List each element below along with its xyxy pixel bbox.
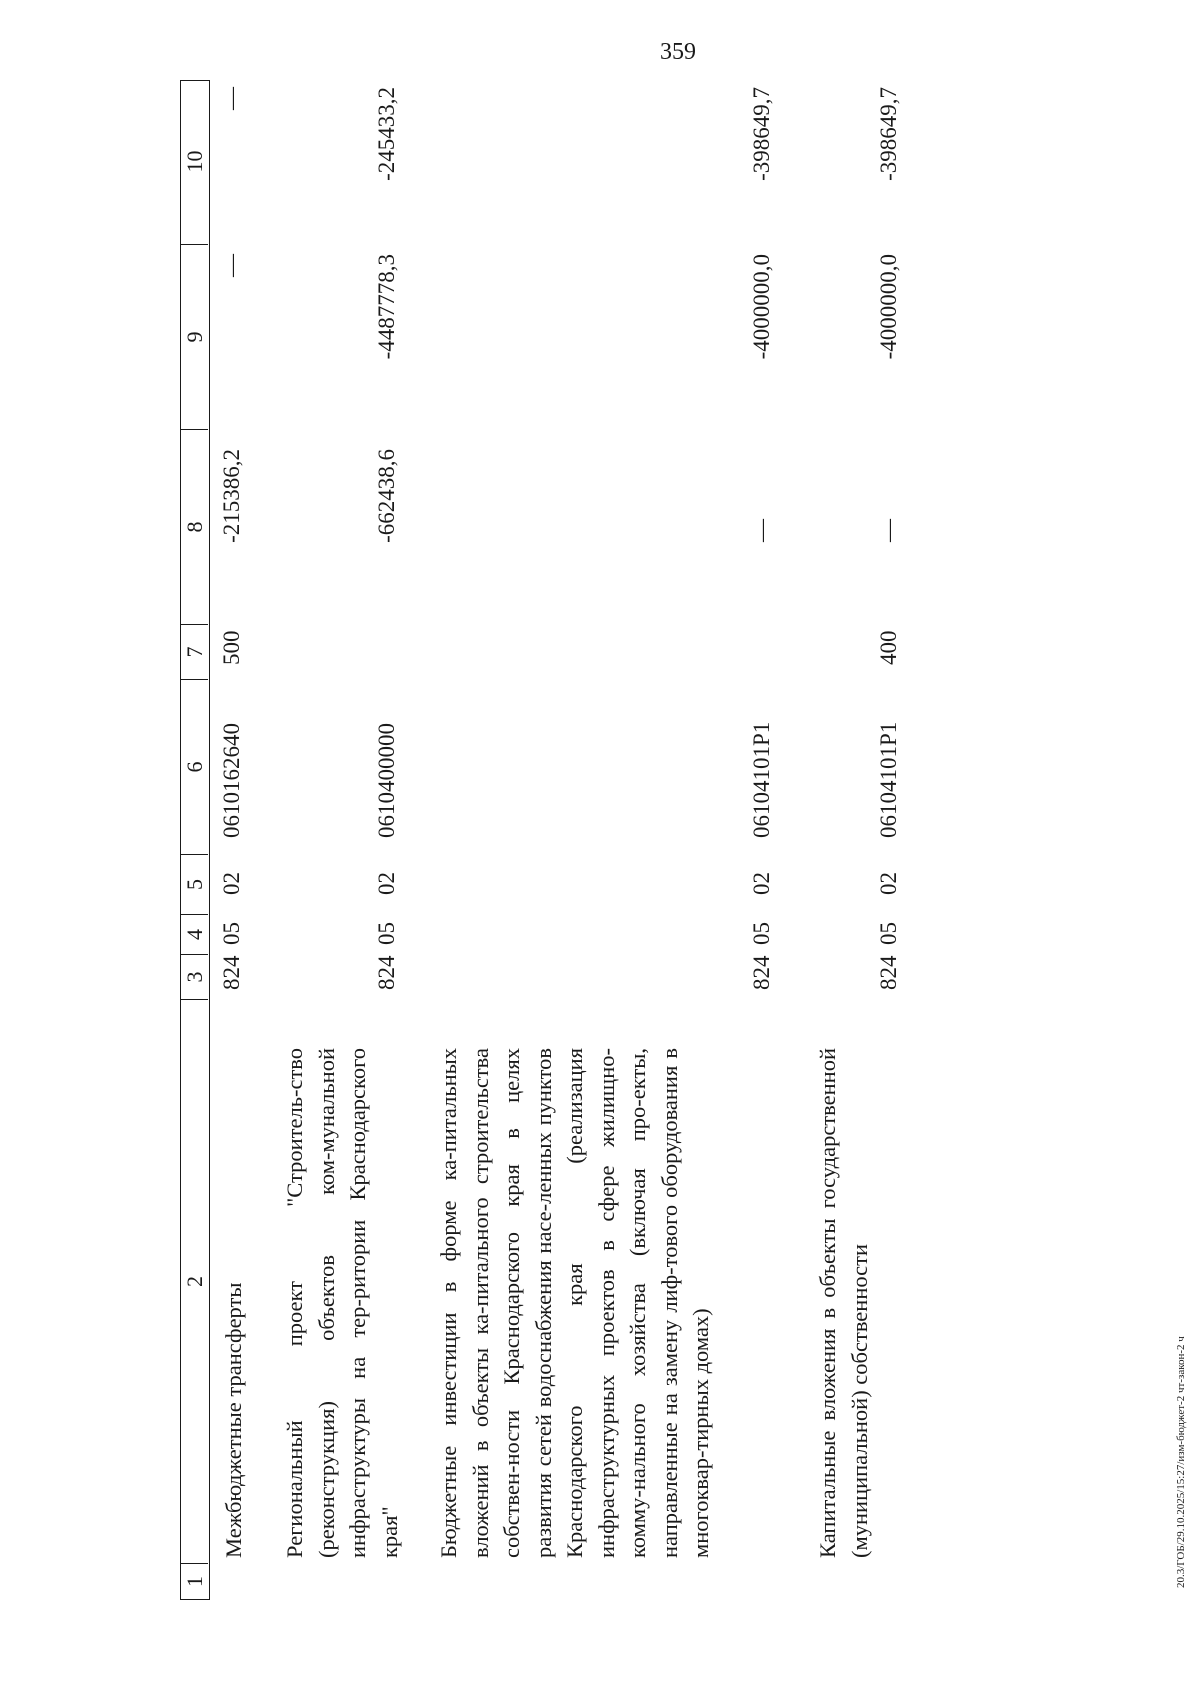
row-col-4: 05 <box>374 922 399 945</box>
row-col-5: 02 <box>219 872 244 895</box>
header-col-4: 4 <box>181 914 208 954</box>
row-col-4: 05 <box>876 922 901 945</box>
row-col-4: 05 <box>219 922 244 945</box>
row-col-8: — <box>876 519 901 542</box>
row-col-9: -4000000,0 <box>749 254 774 360</box>
document-footer-code: 20.3/ГОБ/29.10.2025/15:27/изм-бюджет-2 чт-закон-2 ч <box>1175 1336 1187 1588</box>
row-description: Межбюджетные трансферты <box>221 1282 246 1558</box>
row-col-10: -245433,2 <box>374 87 399 181</box>
row-col-7: 500 <box>219 630 244 665</box>
row-col-8: — <box>749 519 774 542</box>
row-col-3: 824 <box>749 955 774 990</box>
row-col-10: -398649,7 <box>749 87 774 181</box>
header-col-3: 3 <box>181 954 208 999</box>
header-col-7: 7 <box>181 624 208 679</box>
row-description: Капитальные вложения в объекты государственной (муниципальной) собственности <box>815 1048 872 1558</box>
row-col-6: 0610400000 <box>374 723 399 838</box>
page-number: 359 <box>660 39 696 65</box>
row-col-10: — <box>219 87 244 110</box>
row-col-9: — <box>219 254 244 277</box>
row-col-8: -215386,2 <box>219 449 244 543</box>
row-col-7: 400 <box>876 630 901 665</box>
header-col-8: 8 <box>181 429 208 624</box>
row-col-3: 824 <box>374 955 399 990</box>
row-col-6: 06104101P1 <box>749 721 774 838</box>
row-col-5: 02 <box>876 872 901 895</box>
row-col-10: -398649,7 <box>876 87 901 181</box>
row-col-6: 06104101P1 <box>876 721 901 838</box>
header-col-1: 1 <box>181 1563 208 1599</box>
row-description: Региональный проект "Строитель-ство (реконструкция) объектов ком-мунальной инфраструктуры на тер-ритории Краснодарского края" <box>282 1048 402 1558</box>
header-col-9: 9 <box>181 244 208 429</box>
row-col-3: 824 <box>219 955 244 990</box>
header-col-10: 10 <box>182 150 207 173</box>
row-col-6: 0610162640 <box>219 723 244 838</box>
header-col-6: 6 <box>181 679 208 854</box>
row-col-3: 824 <box>876 955 901 990</box>
row-col-9: -4000000,0 <box>876 254 901 360</box>
row-col-4: 05 <box>749 922 774 945</box>
table-header <box>180 80 210 1600</box>
row-col-9: -4487778,3 <box>374 254 399 360</box>
header-col-2: 2 <box>181 999 208 1563</box>
row-col-5: 02 <box>749 872 774 895</box>
row-description: Бюджетные инвестиции в форме ка-питальных вложений в объекты ка-питального строительства собствен-ности Краснодарского края в целях развития сетей водоснабжения насе-ленных пунктов Краснодарского края (реализация инфраструктурных проектов в сфере жилищно-комму-нального хозяйства (включая про-екты, направленные на замену лиф-тового оборудования в многоквар-тирных домах) <box>436 1048 713 1558</box>
budget-table <box>180 80 1040 1600</box>
row-col-5: 02 <box>374 872 399 895</box>
row-col-8: -662438,6 <box>374 449 399 543</box>
header-col-5: 5 <box>181 854 208 914</box>
